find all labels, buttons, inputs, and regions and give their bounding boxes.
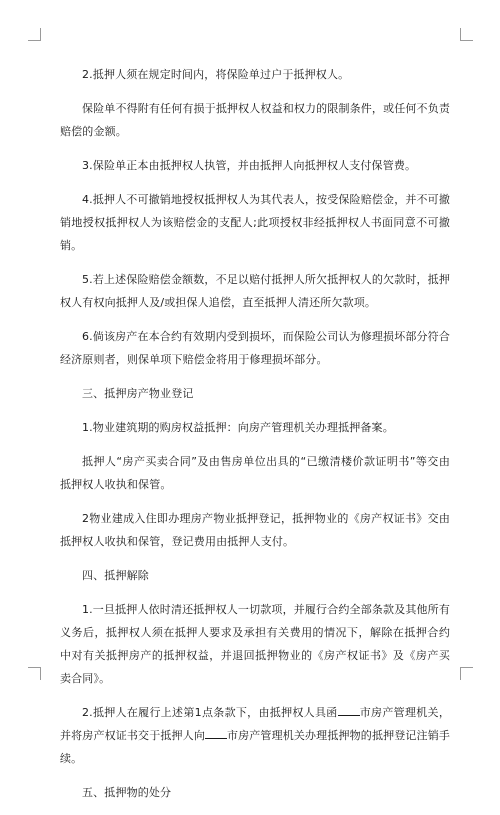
paragraph: 3.保险单正本由抵押权人执管，并由抵押人向抵押权人支付保管费。 [82,159,417,172]
document-body [60,63,450,815]
section-heading: 四、抵押解除 [82,569,149,582]
section-heading: 三、抵押房产物业登记 [82,387,194,400]
paragraph: 5.若上述保险赔偿金额数，不足以赔付抵押人所欠抵押权人的欠款时，抵押权人有权向抵押人及/或担保人追偿，直至抵押人清还所欠款项。 [60,273,450,309]
paragraph: 4.抵押人不可撤销地授权抵押权人为其代表人，按受保险赔偿金，并不可撤销地授权抵押权人为该赔偿金的支配人;此项授权非经抵押权人书面同意不可撤销。 [60,193,450,252]
crop-mark-top-right [460,28,473,41]
paragraph: 保险单不得附有任何有损于抵押权人权益和权力的限制条件，或任何不负责赔偿的金额。 [60,102,450,138]
paragraph: 2.抵押人须在规定时间内，将保险单过户于抵押权人。 [82,68,350,81]
paragraph-with-blanks [60,701,450,770]
paragraph: 6.倘该房产在本合约有效期内受到损坏，而保险公司认为修理损坏部分符合经济原则者，则保单项下赔偿金将用于修理损坏部分。 [60,330,450,366]
section-heading: 五、抵押物的处分 [82,786,172,799]
crop-mark-bottom-right [460,667,473,680]
fill-in-blank [205,726,227,739]
crop-mark-top-left [28,28,41,41]
paragraph-text: 市房产管理机关办理抵押物的抵押登记注销手续。 [60,729,450,765]
crop-mark-bottom-left [28,667,41,680]
paragraph: 1.一旦抵押人依时清还抵押权人一切款项，并履行合约全部条款及其他所有义务后，抵押权人须在抵押人要求及承担有关费用的情况下，解除在抵押合约中对有关抵押房产的抵押权益，并退回抵押物业的《房产权证书》及《房产买卖合同》。 [60,603,450,685]
paragraph-text: 2.抵押人在履行上述第1点条款下，由抵押权人具函 [82,706,338,719]
paragraph: 1.物业建筑期的购房权益抵押：向房产管理机关办理抵押备案。 [82,421,394,434]
fill-in-blank [338,703,360,716]
paragraph: 2物业建成入住即办理房产物业抵押登记，抵押物业的《房产权证书》交由抵押权人收执和保管，登记费用由抵押人支付。 [60,512,450,548]
paragraph-text: 市房产管理机关，并将房产权证书交于抵押人向 [60,706,451,742]
paragraph: 抵押人“房产买卖合同”及由售房单位出具的“已缴清楼价款证明书”等交由抵押权人收执和保管。 [60,455,450,491]
